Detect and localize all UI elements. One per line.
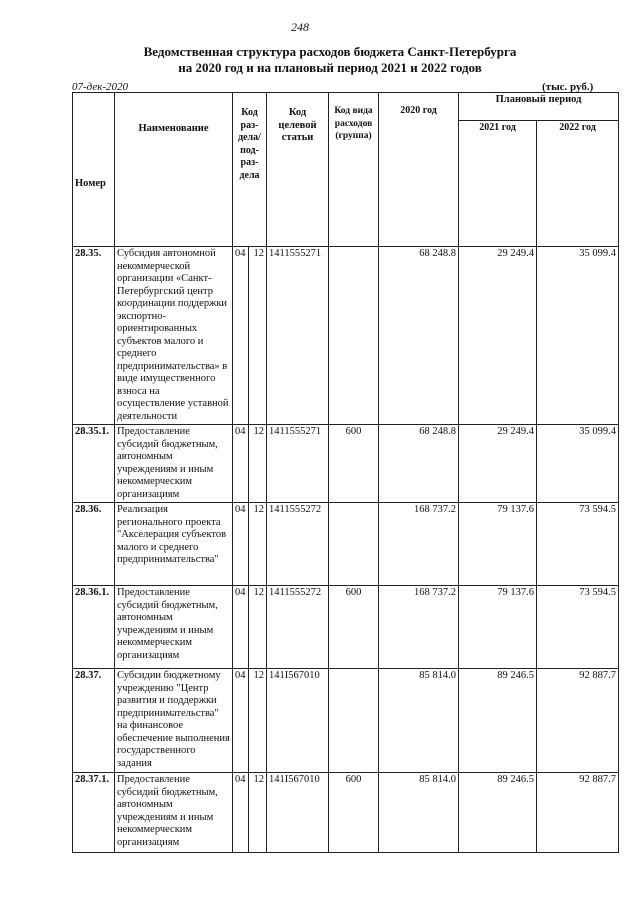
row-expense-type: 600 [329,586,379,669]
row-section: 04 [233,773,249,853]
table-row [73,773,619,853]
budget-table [72,92,619,853]
row-2020: 68 248.8 [379,247,459,425]
table-row [73,247,619,425]
row-2022: 92 887.7 [537,773,619,853]
row-name: Субсидии бюджетному учреждению "Центр развития и поддержки предпринимательства" на финансовое обеспечение выполнения государственного задания [115,669,233,773]
row-2020: 168 737.2 [379,586,459,669]
row-number: 28.36. [73,503,115,586]
row-subsection: 12 [249,586,267,669]
row-2022: 73 594.5 [537,586,619,669]
row-subsection: 12 [249,247,267,425]
header-target-code: Код целевой статьи [267,93,329,247]
row-2021: 89 246.5 [459,773,537,853]
row-expense-type: 600 [329,425,379,503]
row-name: Субсидия автономной некоммерческой организации «Санкт-Петербургский центр координации поддержки экспортно-ориентированных субъектов малого и среднего предпринимательства» в виде имущественного взноса на осуществление уставной деятельности [115,247,233,425]
row-subsection: 12 [249,425,267,503]
row-2020: 85 814.0 [379,669,459,773]
title-line-1: Ведомственная структура расходов бюджета Санкт-Петербурга [143,44,517,59]
units-label: (тыс. руб.) [542,81,594,93]
header-expense-type: Код вида расходов (группа) [329,93,379,247]
row-section: 04 [233,586,249,669]
row-target-code: 1411555271 [267,425,329,503]
row-2021: 89 246.5 [459,669,537,773]
table-row [73,503,619,586]
row-name: Предоставление субсидий бюджетным, автономным учреждениям и иным некоммерческим организациям [115,773,233,853]
row-2021: 79 137.6 [459,503,537,586]
row-expense-type [329,247,379,425]
table-row [73,669,619,773]
row-number: 28.35. [73,247,115,425]
row-expense-type [329,503,379,586]
header-2020: 2020 год [379,93,459,247]
header-section-code: Код раз-дела/ под-раз-дела [233,93,267,247]
row-section: 04 [233,425,249,503]
row-name: Предоставление субсидий бюджетным, автономным учреждениям и иным некоммерческим организациям [115,425,233,503]
row-target-code: 1411555272 [267,503,329,586]
row-2021: 29 249.4 [459,425,537,503]
row-2022: 35 099.4 [537,247,619,425]
date-stamp: 07-дек-2020 [72,81,129,93]
row-name: Реализация регионального проекта "Акселерация субъектов малого и среднего предпринимательства" [115,503,233,586]
row-target-code: 141I567010 [267,669,329,773]
row-number: 28.35.1. [73,425,115,503]
row-expense-type [329,669,379,773]
row-subsection: 12 [249,669,267,773]
document-title [110,44,550,76]
row-subsection: 12 [249,773,267,853]
row-subsection: 12 [249,503,267,586]
row-target-code: 141I567010 [267,773,329,853]
row-2022: 73 594.5 [537,503,619,586]
row-2021: 79 137.6 [459,586,537,669]
row-2020: 168 737.2 [379,503,459,586]
row-number: 28.37. [73,669,115,773]
title-line-2: на 2020 год и на плановый период 2021 и 2022 годов [178,60,482,75]
header-plan-period: Плановый период [459,93,619,121]
row-number: 28.37.1. [73,773,115,853]
row-2022: 35 099.4 [537,425,619,503]
header-name: Наименование [115,93,233,247]
header-2022: 2022 год [537,120,619,246]
header-2021: 2021 год [459,120,537,246]
header-number: Номер [73,93,115,247]
table-row [73,586,619,669]
row-name: Предоставление субсидий бюджетным, автономным учреждениям и иным некоммерческим организациям [115,586,233,669]
row-section: 04 [233,669,249,773]
row-2020: 68 248.8 [379,425,459,503]
row-target-code: 1411555271 [267,247,329,425]
row-expense-type: 600 [329,773,379,853]
row-target-code: 1411555272 [267,586,329,669]
row-section: 04 [233,503,249,586]
table-row [73,425,619,503]
row-2020: 85 814.0 [379,773,459,853]
row-section: 04 [233,247,249,425]
row-number: 28.36.1. [73,586,115,669]
row-2021: 29 249.4 [459,247,537,425]
page-number: 248 [291,20,309,34]
row-2022: 92 887.7 [537,669,619,773]
